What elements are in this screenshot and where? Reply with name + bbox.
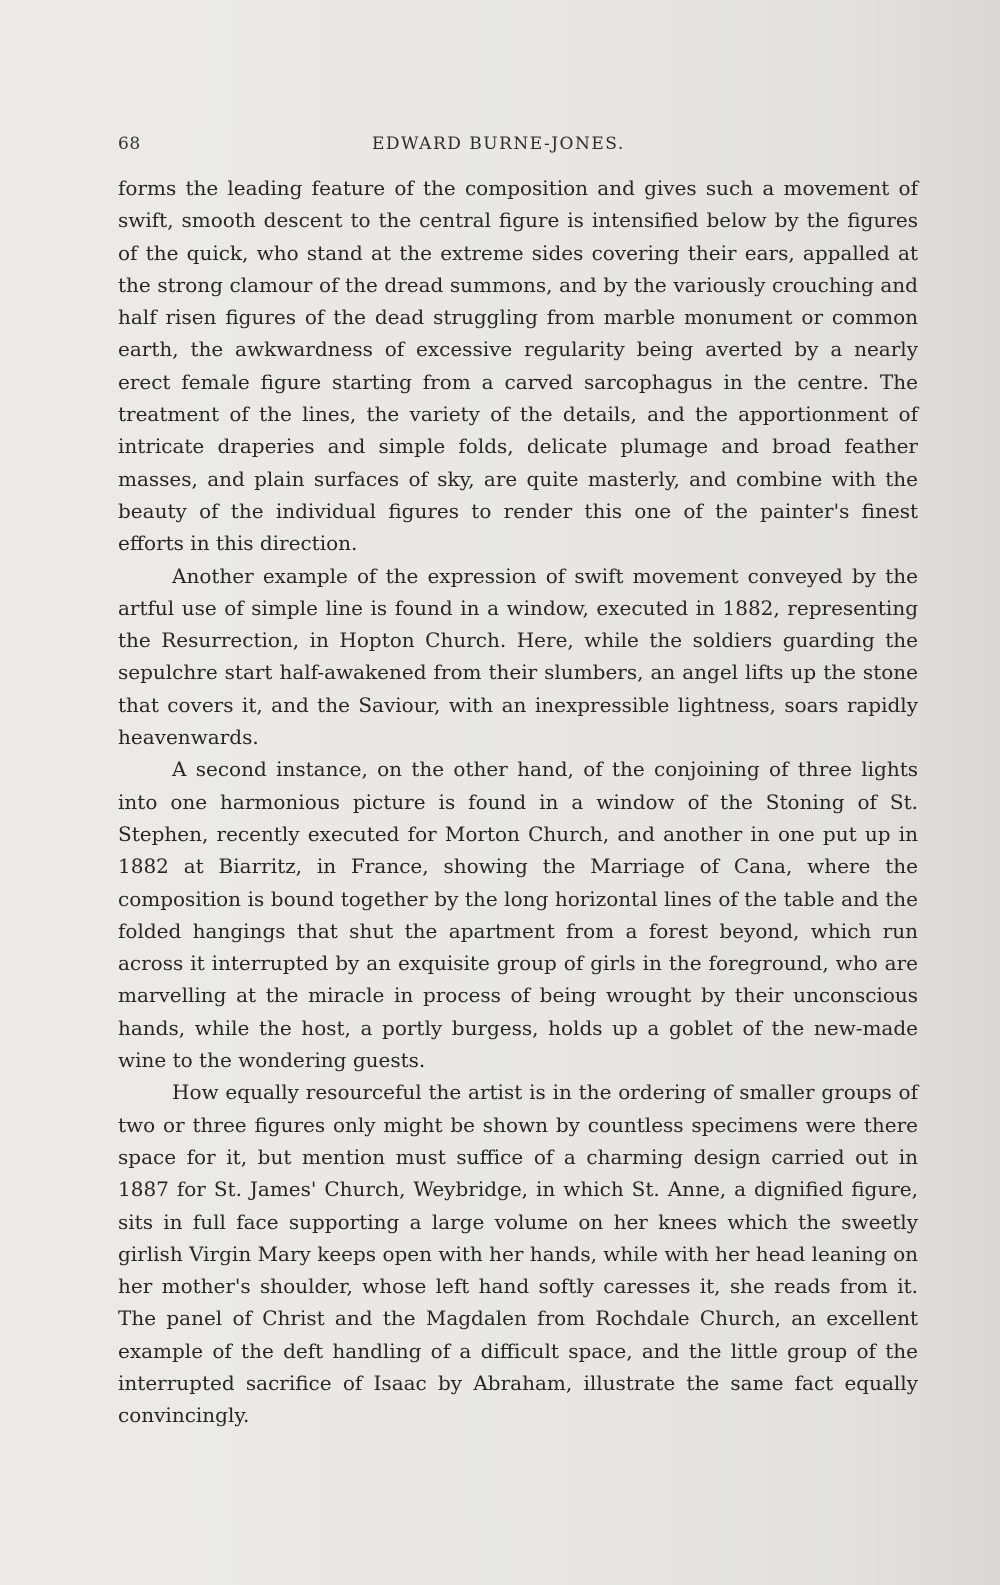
paragraph-2: Another example of the expression of swift movement conveyed by the artful use of simple line is found in a window, executed in 1882, representing the Resurrection, in Hopton Church. Here, while the soldiers guarding the sepulchre start half-awakened from their slumbers, an angel lifts up the stone that covers it, and the Saviour, with an inexpressible lightness, soars rapidly heavenwards.: [118, 563, 918, 750]
paragraph-4: How equally resourceful the artist is in the ordering of smaller groups of two or three figures only might be shown by countless specimens were there space for it, but mention must suffice of a charming design carried out in 1887 for St. James' Church, Weybridge, in which St. Anne, a dignified figure, sits in full face supporting a large volume on her knees which the sweetly girlish Virgin Mary keeps open with her hands, while with her head leaning on her mother's shoulder, whose left hand softly caresses it, she reads from it. The panel of Christ and the Magdalen from Rochdale Church, an excellent example of the deft handling of a difficult space, and the little group of the interrupted sacrifice of Isaac by Abraham, illustrate the same fact equally convincingly.: [118, 1080, 918, 1428]
page-number: 68: [118, 134, 141, 154]
paragraph-3: A second instance, on the other hand, of the conjoining of three lights into one harmonious picture is found in a window of the Stoning of St. Stephen, recently executed for Morton Church, and another in one put up in 1882 at Biarritz, in France, showing the Marriage of Cana, where the composition is bound together by the long horizontal lines of the table and the folded hangings that shut the apartment from a forest beyond, which run across it interrupted by an exquisite group of girls in the foreground, who are marvelling at the miracle in process of being wrought by their unconscious hands, while the host, a portly burgess, holds up a goblet of the new-made wine to the wondering guests.: [118, 757, 918, 1073]
body-text: [118, 172, 918, 1432]
paragraph-1: forms the leading feature of the composition and gives such a movement of swift, smooth descent to the central figure is intensified below by the figures of the quick, who stand at the extreme sides covering their ears, appalled at the strong clamour of the dread summons, and by the variously crouching and half risen figures of the dead struggling from marble monument or common earth, the awkwardness of excessive regularity being averted by a nearly erect female figure starting from a carved sarcophagus in the centre. The treatment of the lines, the variety of the details, and the apportionment of intricate draperies and simple folds, delicate plumage and broad feather masses, and plain surfaces of sky, are quite masterly, and combine with the beauty of the individual figures to render this one of the painter's finest efforts in this direction.: [118, 176, 918, 556]
running-head: EDWARD BURNE-JONES.: [372, 134, 625, 154]
page-header: [118, 130, 928, 160]
